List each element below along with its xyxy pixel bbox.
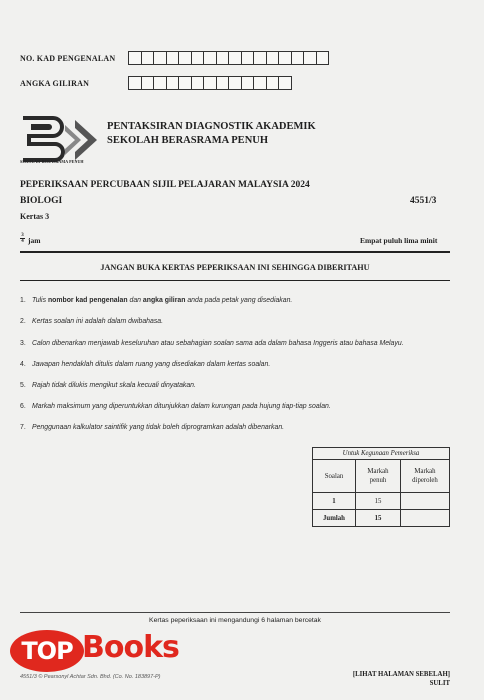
watermark-top: TOP xyxy=(10,630,84,672)
instruction-text: Calon dibenarkan menjawab keseluruhan atau sebahagian soalan sama ada dalam bahasa Inggeris atau bahasa Melayu. xyxy=(32,340,404,347)
table-row-total xyxy=(313,510,450,527)
instruction-number: 4. xyxy=(20,361,26,368)
instruction-number: 7. xyxy=(20,424,26,431)
publisher-line: 4551/3 © Pearsonyl Achtar Sdn. Bhd. (Co. No. 183897-P) xyxy=(20,674,161,680)
classification-label: SULIT xyxy=(429,680,450,687)
subject-name: BIOLOGI xyxy=(20,196,63,206)
instruction-text: dan xyxy=(127,297,143,304)
header-line: penuh xyxy=(369,477,387,484)
cell-text: 15 xyxy=(374,514,382,522)
instruction-number: 2. xyxy=(20,318,26,325)
table-caption: Untuk Kegunaan Pemeriksa xyxy=(313,448,450,460)
id-number-boxes[interactable] xyxy=(128,51,328,65)
instruction-item xyxy=(20,318,460,325)
examiner-marks-table xyxy=(312,447,450,527)
fraction-numerator: 3 xyxy=(21,233,24,238)
cell-text: 1 xyxy=(332,497,336,505)
next-page-note: [LIHAT HALAMAN SEBELAH] xyxy=(352,671,450,678)
id-number-label: NO. KAD PENGENALAN xyxy=(20,54,116,63)
instruction-text: Tulis xyxy=(32,297,48,304)
logo-caption: SEKOLAH BERASRAMA PENUH xyxy=(20,159,84,164)
instruction-item xyxy=(20,361,460,368)
instruction-number: 3. xyxy=(20,340,26,347)
header-line: Markah xyxy=(367,468,389,475)
instruction-bold: angka giliran xyxy=(142,297,186,304)
instruction-text: anda pada petak yang disediakan. xyxy=(185,297,293,304)
fraction-denominator: 4 xyxy=(21,239,24,244)
instruction-item xyxy=(20,424,460,431)
organisation-title-line2: SEKOLAH BERASRAMA PENUH xyxy=(107,135,269,146)
paper-code: 4551/3 xyxy=(410,196,437,206)
instruction-text: Markah maksimum yang diperuntukkan ditunjukkan dalam kurungan pada hujung tiap-tiap soalan. xyxy=(32,403,331,410)
duration-text: Empat puluh lima minit xyxy=(360,236,438,245)
page-count-note: Kertas peperiksaan ini mengandungi 6 halaman bercetak xyxy=(149,617,321,624)
bleed-through-text xyxy=(36,14,38,22)
total-label xyxy=(313,510,356,527)
roll-number-label: ANGKA GILIRAN xyxy=(20,79,90,88)
total-full-marks xyxy=(356,510,401,527)
instruction-number: 6. xyxy=(20,403,26,410)
obtained-marks-cell[interactable] xyxy=(401,493,450,510)
instruction-text: Jawapan hendaklah ditulis dalam ruang yang disediakan dalam kertas soalan. xyxy=(32,361,271,368)
roll-number-boxes[interactable] xyxy=(128,76,291,90)
warning-heading: JANGAN BUKA KERTAS PEPERIKSAAN INI SEHINGGA DIBERITAHU xyxy=(100,263,370,272)
paper-number: Kertas 3 xyxy=(20,212,50,221)
header-line: Markah xyxy=(414,468,436,475)
question-number xyxy=(313,493,356,510)
next-page-block xyxy=(353,670,450,688)
instruction-item xyxy=(20,297,460,304)
divider xyxy=(20,251,450,253)
header-line: diperoleh xyxy=(412,477,438,484)
footer-divider xyxy=(20,612,450,613)
instruction-text: Kertas soalan ini adalah dalam dwibahasa. xyxy=(32,318,164,325)
watermark-books: Books xyxy=(82,630,179,665)
instruction-text: Penggunaan kalkulator saintifik yang tidak boleh diprogramkan adalah dibenarkan. xyxy=(32,424,285,431)
organisation-title-line1: PENTAKSIRAN DIAGNOSTIK AKADEMIK xyxy=(107,121,316,132)
column-header-question: Soalan xyxy=(313,460,356,493)
column-header-full-marks xyxy=(356,460,401,493)
instruction-bold: nombor kad pengenalan xyxy=(47,297,128,304)
instruction-item xyxy=(20,340,460,347)
exam-title: PEPERIKSAAN PERCUBAAN SIJIL PELAJARAN MALAYSIA 2024 xyxy=(20,180,310,190)
duration-unit: jam xyxy=(28,236,41,245)
instruction-item xyxy=(20,382,460,389)
cell-text: Jumlah xyxy=(323,514,345,522)
topbooks-watermark xyxy=(10,626,210,672)
duration-fraction xyxy=(20,233,25,244)
instruction-number: 1. xyxy=(20,297,26,304)
instruction-number: 5. xyxy=(20,382,26,389)
full-marks: 15 xyxy=(356,493,401,510)
column-header-obtained-marks xyxy=(401,460,450,493)
instruction-item xyxy=(20,403,460,410)
table-row xyxy=(313,493,450,510)
total-obtained-cell[interactable] xyxy=(401,510,450,527)
divider xyxy=(20,280,450,281)
instruction-text: Rajah tidak dilukis mengikut skala kecuali dinyatakan. xyxy=(32,382,196,389)
sbp-logo-icon xyxy=(19,116,99,164)
